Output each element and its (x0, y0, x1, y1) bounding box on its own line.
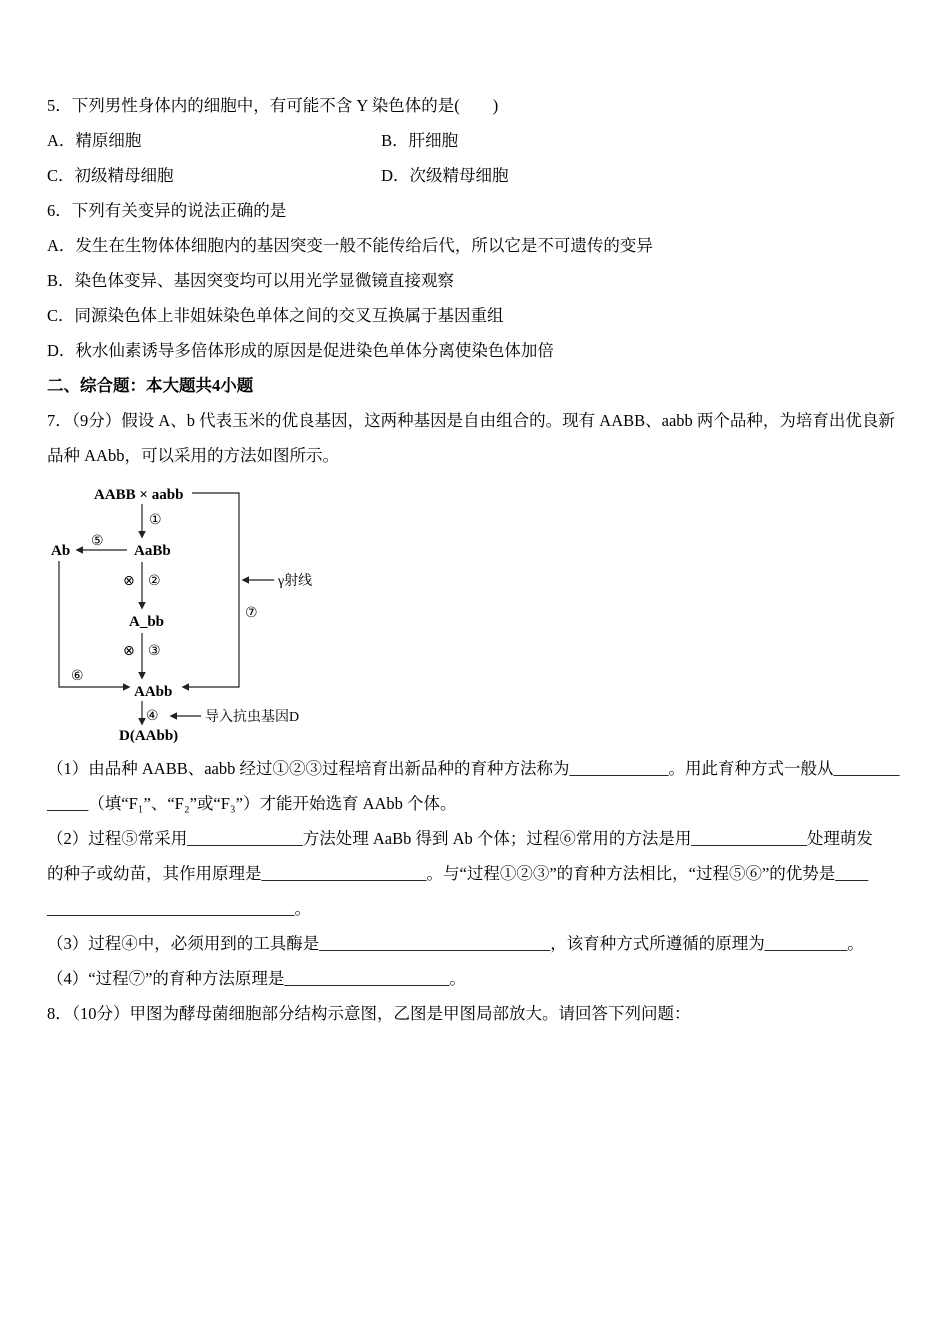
f1-genotype: AaBb (134, 543, 171, 559)
q7-sub3-line1: （3）过程④中，必须用到的工具酶是____________________________，该育种方式所遵循的原理为__________。 (47, 934, 864, 953)
final-product: D(AAbb) (119, 728, 179, 744)
step6-label: ⑥ (71, 668, 84, 684)
target-genotype: AAbb (134, 684, 173, 700)
q5-stem: 5．下列男性身体内的细胞中，有可能不含 Y 染色体的是( ) (47, 96, 499, 115)
gene-insert-label: 导入抗虫基因D (205, 710, 300, 725)
q5-option-c: C．初级精母细胞 (47, 166, 174, 185)
intermediate-genotype: A_bb (129, 614, 165, 630)
q6-option-a: A．发生在生物体体细胞内的基因突变一般不能传给后代，所以它是不可遗传的变异 (47, 236, 653, 255)
haploid-genotype: Ab (51, 543, 71, 559)
q7-sub2-line2: 的种子或幼苗，其作用原理是____________________。与“过程①②③”的育种方法相比，“过程⑤⑥”的优势是____ (47, 864, 869, 883)
step7-label: ⑦ (245, 605, 258, 621)
q7-stem-line1: 7．（9分）假设 A、b 代表玉米的优良基因，这两种基因是自由组合的。现有 AABB、aabb 两个品种，为培育出优良新 (47, 411, 895, 430)
q7-breeding-diagram (49, 477, 914, 749)
q5-option-b: B．肝细胞 (381, 131, 459, 150)
q5-option-d: D．次级精母细胞 (381, 166, 509, 185)
q7-sub4-line1: （4）“过程⑦”的育种方法原理是____________________。 (47, 969, 466, 988)
q5-options-row-cd (47, 158, 914, 193)
selfing-symbol-1: ⊗ (123, 573, 135, 589)
q8-stem: 8．（10分）甲图为酵母菌细胞部分结构示意图，乙图是甲图局部放大。请回答下列问题： (47, 1004, 691, 1023)
q6-option-d: D．秋水仙素诱导多倍体形成的原因是促进染色单体分离使染色体加倍 (47, 341, 554, 360)
q7-stem-line2: 品种 AAbb，可以采用的方法如图所示。 (47, 446, 339, 465)
selfing-symbol-2: ⊗ (123, 643, 135, 659)
q5-options-row-ab (47, 123, 914, 158)
step4-label: ④ (146, 708, 159, 724)
breeding-process-figure (49, 477, 329, 745)
section-2-header: 二、综合题：本大题共4小题 (47, 376, 254, 395)
q7-sub1-line1: （1）由品种 AABB、aabb 经过①②③过程培育出新品种的育种方法称为____________。用此育种方式一般从________ (47, 759, 900, 778)
q7-sub2-line3: ______________________________。 (47, 899, 311, 918)
q6-option-c: C．同源染色体上非姐妹染色单体之间的交叉互换属于基因重组 (47, 306, 504, 325)
step1-label: ① (149, 512, 162, 528)
step2-label: ② (148, 573, 161, 589)
step3-label: ③ (148, 643, 161, 659)
q6-option-b: B．染色体变异、基因突变均可以用光学显微镜直接观察 (47, 271, 455, 290)
path-step7 (183, 493, 239, 687)
q7-sub1-line2: _____（填“F₁”、“F₂”或“F₃”）才能开始选育 AAbb 个体。 (47, 794, 457, 813)
q5-option-a: A．精原细胞 (47, 131, 142, 150)
q7-sub2-line1: （2）过程⑤常采用______________方法处理 AaBb 得到 Ab 个体；过程⑥常用的方法是用______________处理萌发 (47, 829, 873, 848)
q6-stem: 6．下列有关变异的说法正确的是 (47, 201, 287, 220)
path-step6 (59, 561, 129, 687)
cross-parents: AABB × aabb (94, 487, 184, 503)
gamma-ray-label: γ射线 (278, 574, 313, 589)
step5-label: ⑤ (91, 533, 104, 549)
